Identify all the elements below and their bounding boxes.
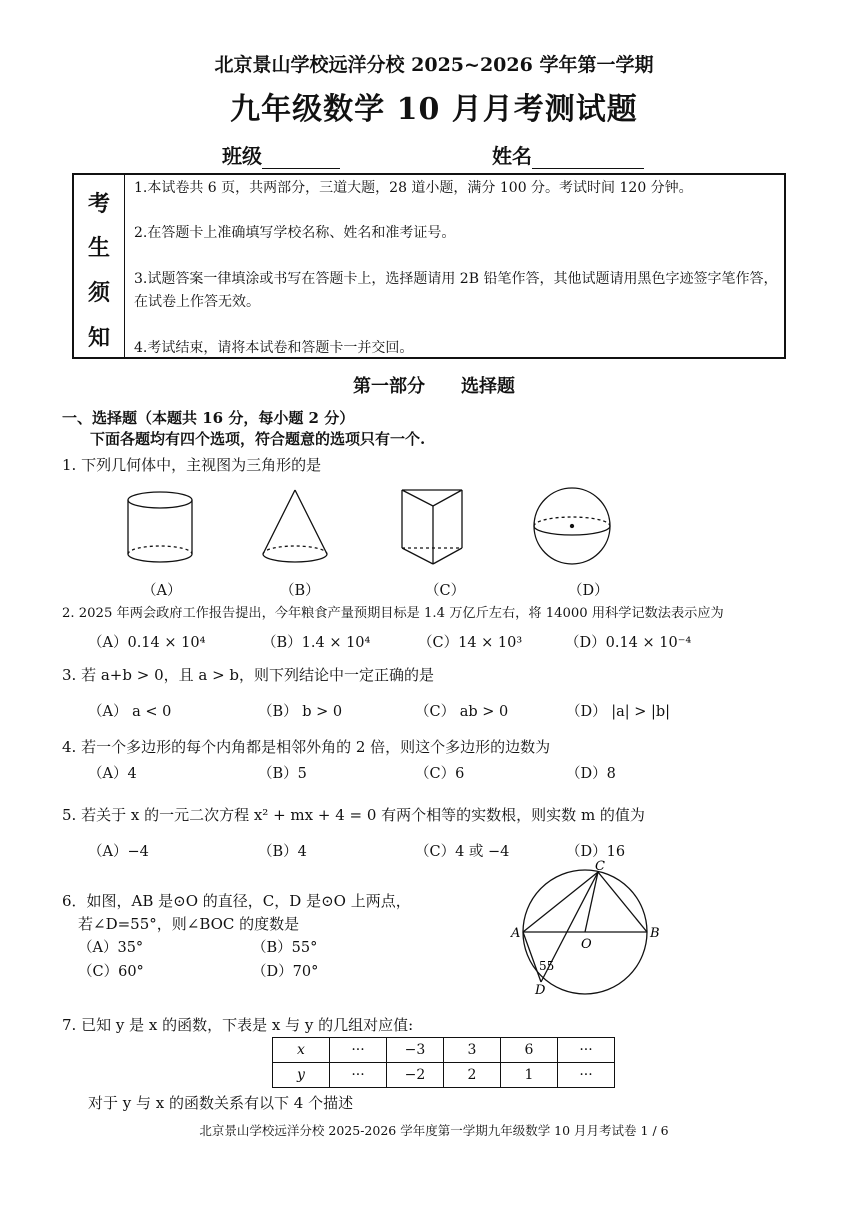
question-2-stem: 2. 2025 年两会政府工作报告提出，今年粮食产量预期目标是 1.4 万亿斤左右，将 14000 用科学记数法表示应为 [62, 606, 724, 621]
table-cell: −2 [387, 1063, 444, 1088]
q1-option-d: （D） [568, 583, 609, 599]
table-row [273, 1063, 615, 1088]
notice-char: 考 [87, 191, 110, 217]
q4-option-b: （B）5 [258, 766, 307, 782]
q1-option-c: （C） [425, 583, 466, 599]
question-6-stem-line1: 6．如图，AB 是⊙O 的直径，C，D 是⊙O 上两点， [62, 892, 411, 910]
notice-item: 4.考试结束，请将本试卷和答题卡一并交回。 [134, 340, 414, 356]
cylinder-figure [128, 492, 192, 562]
name-field [492, 140, 644, 169]
notice-char: 生 [87, 235, 110, 261]
table-cell: ··· [330, 1063, 387, 1088]
q2-option-c: （C）14 × 10³ [418, 635, 523, 651]
table-cell: ··· [558, 1063, 615, 1088]
question-1-stem: 1. 下列几何体中，主视图为三角形的是 [62, 456, 322, 474]
q2-option-b: （B）1.4 × 10⁴ [262, 635, 371, 651]
q3-option-a: （A） a < 0 [88, 704, 172, 720]
class-field [222, 140, 340, 169]
class-blank [262, 148, 340, 169]
question-7-stem: 7. 已知 y 是 x 的函数，下表是 x 与 y 的几组对应值: [62, 1016, 414, 1034]
q6-option-a: （A）35° [78, 940, 144, 956]
q6-option-b: （B）55° [252, 940, 318, 956]
q5-option-b: （B）4 [258, 844, 307, 860]
q5-option-d: （D）16 [566, 844, 626, 860]
q3-option-c: （C） ab > 0 [415, 704, 509, 720]
q6-option-d: （D）70° [252, 964, 319, 980]
table-cell: ··· [330, 1038, 387, 1063]
label-o: O [581, 937, 592, 952]
notice-char: 须 [87, 280, 110, 306]
label-d: D [535, 983, 546, 998]
section-instruction: 下面各题均有四个选项，符合题意的选项只有一个. [90, 430, 426, 448]
label-b: B [650, 926, 660, 941]
table-cell: ··· [558, 1038, 615, 1063]
q1-option-a: （A） [142, 583, 182, 599]
page-title: 九年级数学 10 月月考测试题 [230, 92, 638, 127]
q5-option-a: （A）−4 [88, 844, 149, 860]
q4-option-c: （C）6 [415, 766, 465, 782]
triangular-prism-figure [402, 490, 462, 564]
question-3-stem: 3. 若 a+b > 0，且 a > b，则下列结论中一定正确的是 [62, 666, 435, 684]
question-4-stem: 4. 若一个多边形的每个内角都是相邻外角的 2 倍，则这个多边形的边数为 [62, 738, 551, 756]
cone-figure [263, 490, 327, 562]
q4-option-a: （A）4 [88, 766, 137, 782]
segment-ad [523, 932, 541, 982]
q4-option-d: （D）8 [566, 766, 616, 782]
notice-char: 知 [87, 325, 110, 351]
class-label: 班级 [222, 144, 262, 168]
q5-option-c: （C）4 或 −4 [415, 844, 510, 860]
question-6-stem-line2: 若∠D=55°，则∠BOC 的度数是 [78, 915, 300, 933]
name-blank [532, 148, 644, 169]
table-cell: −3 [387, 1038, 444, 1063]
q1-solids-figure [110, 482, 630, 582]
table-row [273, 1038, 615, 1063]
table-cell: 2 [444, 1063, 501, 1088]
q1-option-b: （B） [280, 583, 320, 599]
table-cell: 3 [444, 1038, 501, 1063]
notice-item: 1.本试卷共 6 页，共两部分，三道大题，28 道小题，满分 100 分。考试时间 120 分钟。 [134, 180, 693, 196]
school-header: 北京景山学校远洋分校 2025~2026 学年第一学期 [214, 54, 654, 76]
q6-circle-figure [505, 860, 665, 1000]
notice-item: 2.在答题卡上准确填写学校名称、姓名和准考证号。 [134, 225, 456, 241]
page-footer: 北京景山学校远洋分校 2025-2026 学年度第一学期九年级数学 10 月月考试卷 1 / 6 [199, 1123, 669, 1138]
q3-option-b: （B） b > 0 [258, 704, 343, 720]
label-a: A [511, 926, 521, 941]
question-5-stem: 5. 若关于 x 的一元二次方程 x² + mx + 4 = 0 有两个相等的实数根，则实数 m 的值为 [62, 806, 645, 824]
table-cell: x [273, 1038, 330, 1063]
q3-option-d: （D） |a| > |b| [566, 704, 671, 720]
q7-value-table [272, 1037, 615, 1088]
table-cell: 1 [501, 1063, 558, 1088]
name-label: 姓名 [492, 144, 532, 168]
table-cell: 6 [501, 1038, 558, 1063]
q2-option-a: （A）0.14 × 10⁴ [88, 635, 206, 651]
table-cell: y [273, 1063, 330, 1088]
label-angle: 55 [539, 959, 555, 973]
sphere-figure [534, 488, 610, 564]
label-c: C [595, 860, 605, 874]
question-7-description: 对于 y 与 x 的函数关系有以下 4 个描述 [88, 1094, 354, 1112]
q2-option-d: （D）0.14 × 10⁻⁴ [565, 635, 692, 651]
q6-option-c: （C）60° [78, 964, 144, 980]
notice-item: 3.试题答案一律填涂或书写在答题卡上，选择题请用 2B 铅笔作答，其他试题请用黑色字迹签字笔作答，在试卷上作答无效。 [134, 271, 778, 310]
notice-heading [74, 175, 125, 357]
part-heading: 第一部分 选择题 [353, 376, 515, 397]
section-title: 一、选择题（本题共 16 分，每小题 2 分） [62, 409, 355, 427]
exam-notice-box [72, 173, 786, 359]
